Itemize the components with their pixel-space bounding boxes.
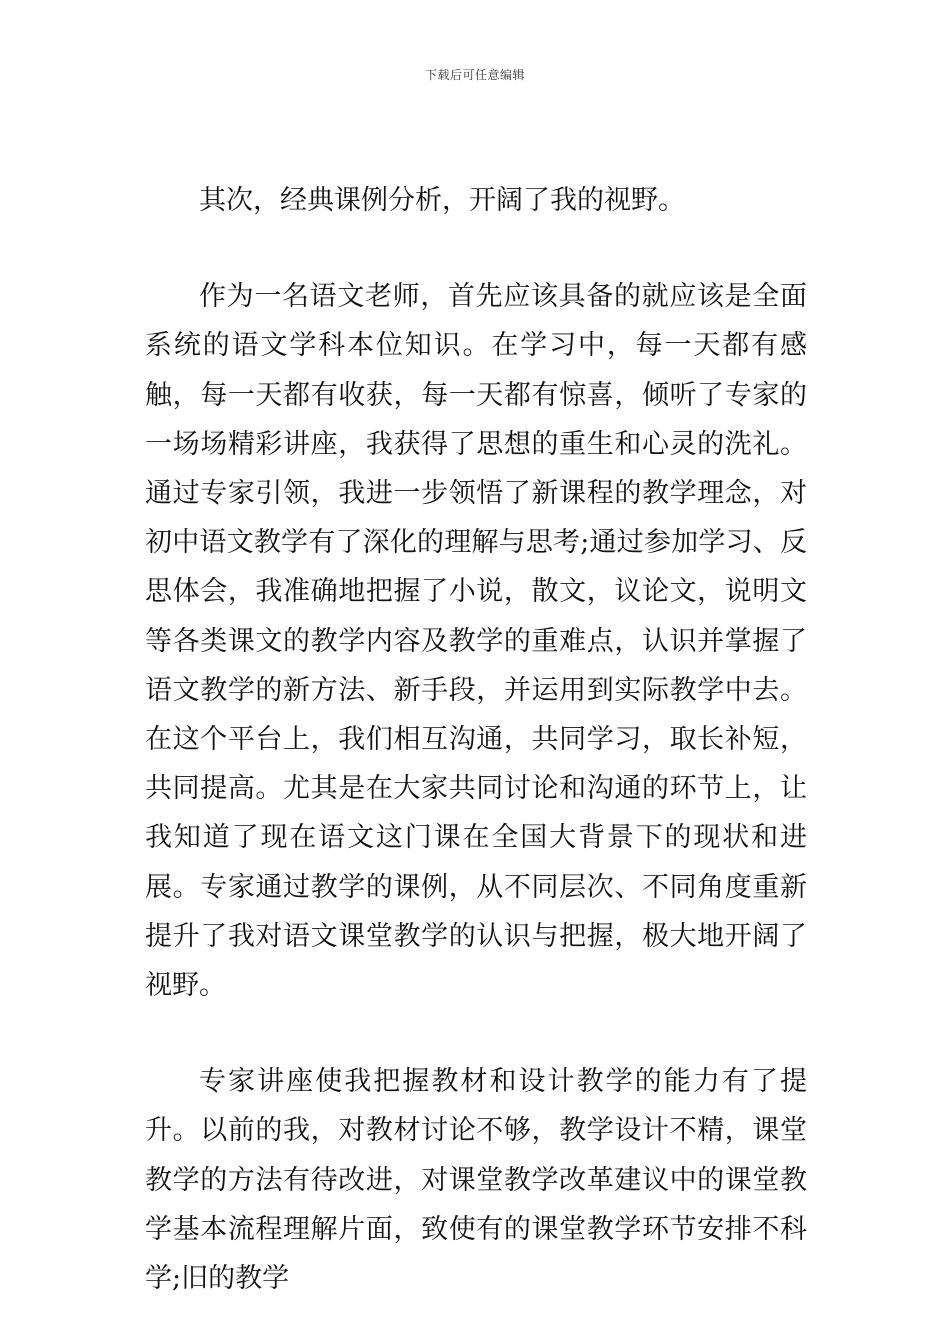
paragraph-3: 专家讲座使我把握教材和设计教学的能力有了提升。以前的我，对教材讨论不够，教学设计不精，课堂教学的方法有待改进，对课堂教学改革建议中的课堂教学基本流程理解片面，致使有的课堂教学环节安排不科学;旧的教学 [145,1066,807,1295]
paragraph-2: 作为一名语文老师，首先应该具备的就应该是全面系统的语文学科本位知识。在学习中，每一天都有感触，每一天都有收获，每一天都有惊喜，倾听了专家的一场场精彩讲座，我获得了思想的重生和心灵的洗礼。通过专家引领，我进一步领悟了新课程的教学理念，对初中语文教学有了深化的理解与思考;通过参加学习、反思体会，我准确地把握了小说，散文，议论文，说明文等各类课文的教学内容及教学的重难点，认识并掌握了语文教学的新方法、新手段，并运用到实际教学中去。在这个平台上，我们相互沟通，共同学习，取长补短，共同提高。尤其是在大家共同讨论和沟通的环节上，让我知道了现在语文这门课在全国大背景下的现状和进展。专家通过教学的课例，从不同层次、不同角度重新提升了我对语文课堂教学的认识与把握，极大地开阔了视野。 [145,281,807,1002]
document-body [145,176,807,1303]
page-header: 下载后可任意编辑 [424,68,525,82]
paragraph-1: 其次，经典课例分析，开阔了我的视野。 [199,185,685,216]
